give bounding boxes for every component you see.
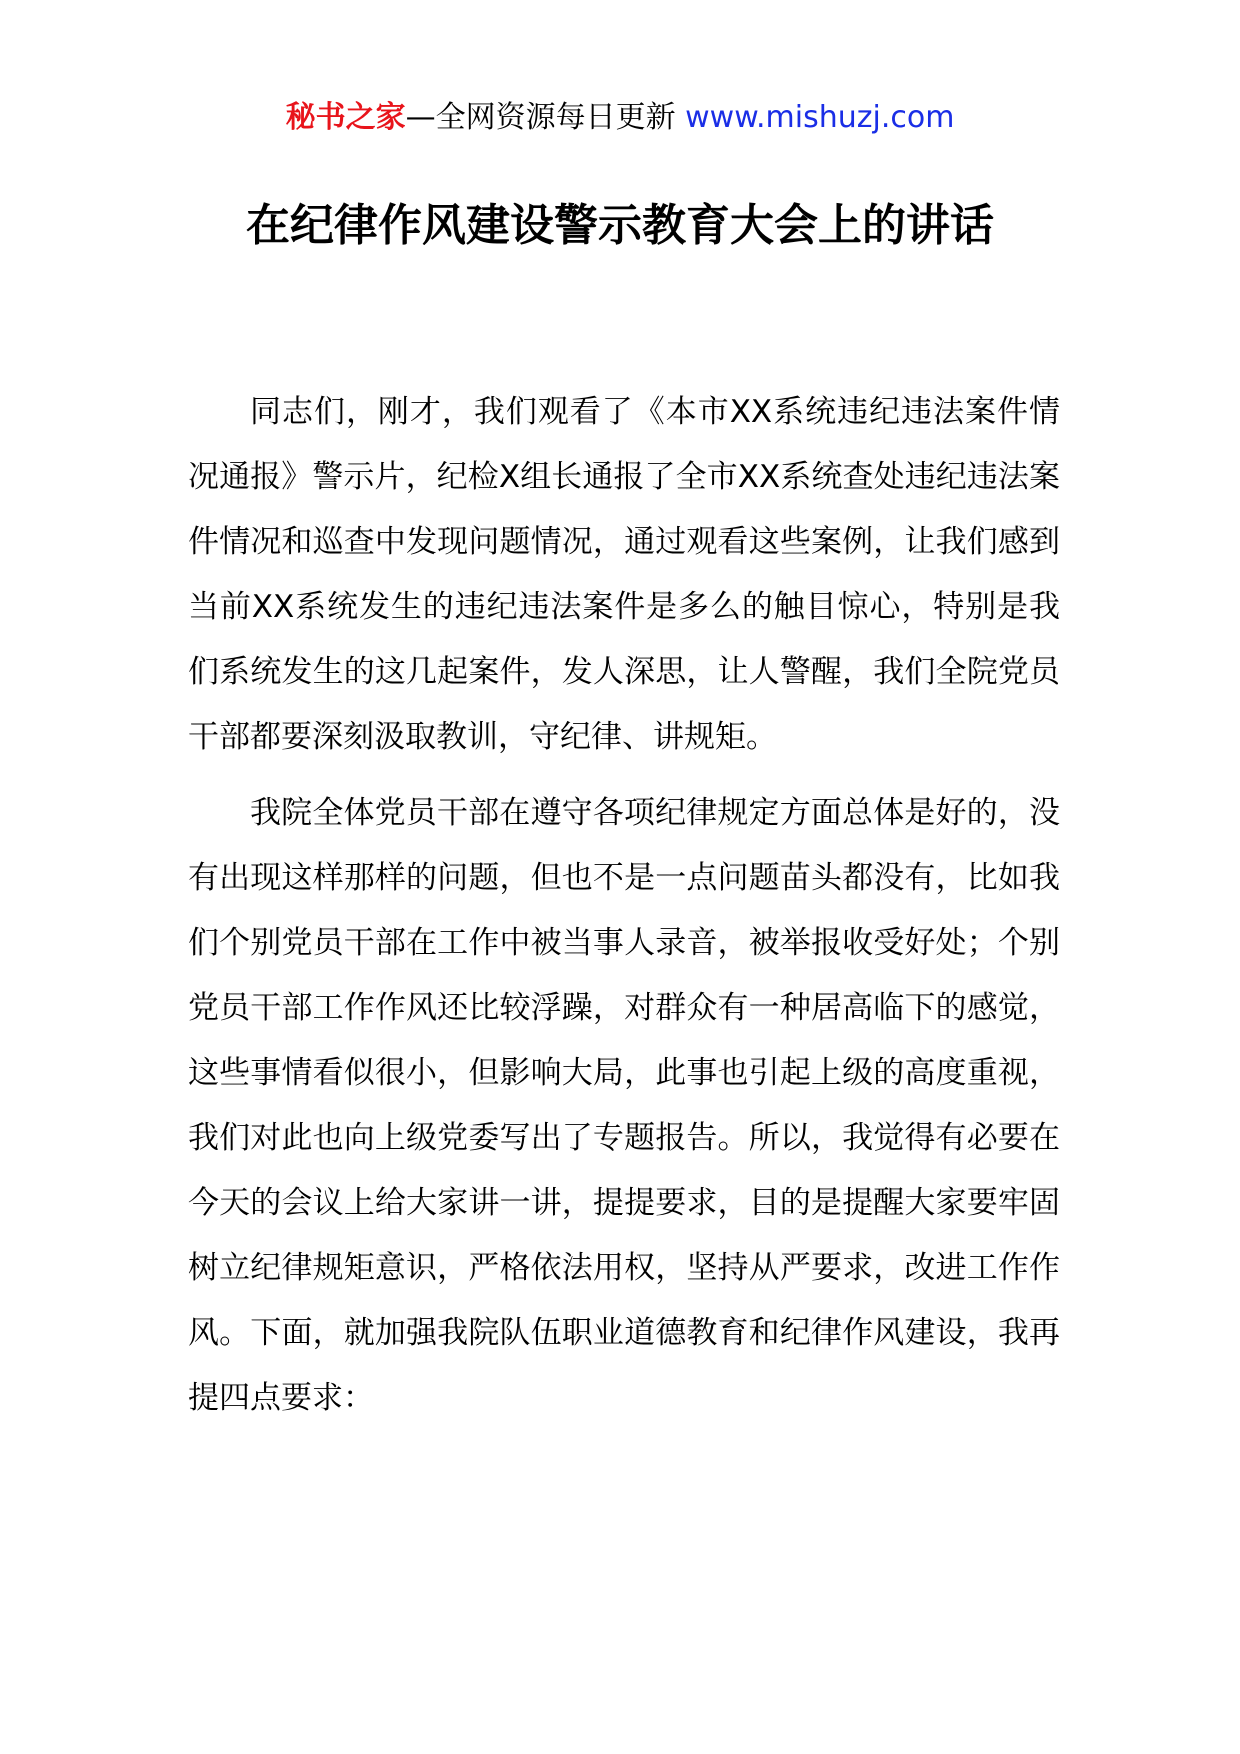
site-brand: 秘书之家 (285, 100, 406, 135)
site-header (0, 98, 1240, 138)
site-tagline: —全网资源每日更新 (405, 100, 676, 135)
paragraph-2: 我院全体党员干部在遵守各项纪律规定方面总体是好的，没有出现这样那样的问题，但也不是一点问题苗头都没有，比如我们个别党员干部在工作中被当事人录音，被举报收受好处；个别党员干部工作作风还比较浮躁，对群众有一种居高临下的感觉，这些事情看似很小，但影响大局，此事也引起上级的高度重视，我们对此也向上级党委写出了专题报告。所以，我觉得有必要在今天的会议上给大家讲一讲，提提要求，目的是提醒大家要牢固树立纪律规矩意识，严格依法用权，坚持从严要求，改进工作作风。下面，就加强我院队伍职业道德教育和纪律作风建设，我再提四点要求： (188, 795, 1060, 1416)
site-url-link[interactable]: www.mishuzj.com (685, 100, 955, 135)
paragraph-1: 同志们，刚才，我们观看了《本市XX系统违纪违法案件情况通报》警示片，纪检X组长通报了全市XX系统查处违纪违法案件情况和巡查中发现问题情况，通过观看这些案例，让我们感到当前XX系统发生的违纪违法案件是多么的触目惊心，特别是我们系统发生的这几起案件，发人深思，让人警醒，我们全院党员干部都要深刻汲取教训，守纪律、讲规矩。 (188, 394, 1060, 755)
document-title: 在纪律作风建设警示教育大会上的讲话 (246, 200, 994, 251)
document-body (188, 380, 1060, 1442)
